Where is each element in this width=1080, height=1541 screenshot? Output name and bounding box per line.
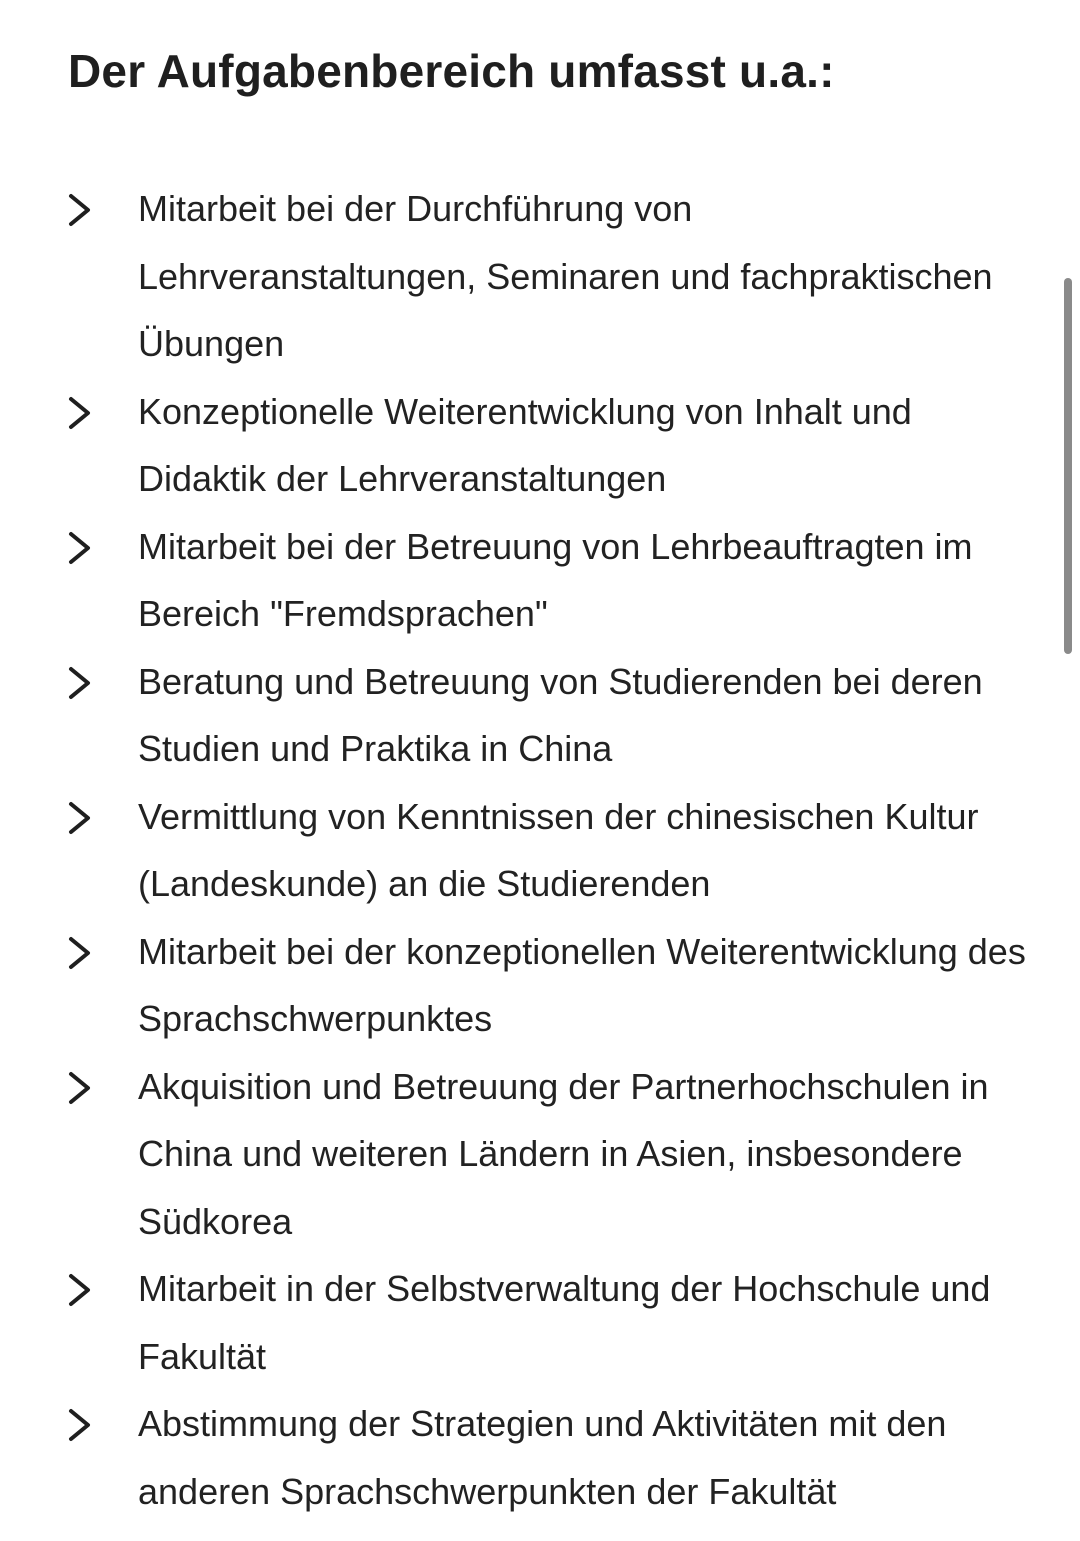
list-item bbox=[68, 378, 1028, 513]
chevron-right-icon bbox=[68, 936, 92, 970]
chevron-right-icon bbox=[68, 396, 92, 430]
list-item bbox=[68, 648, 1028, 783]
scrollbar-thumb[interactable] bbox=[1064, 278, 1072, 654]
section-heading: Der Aufgabenbereich umfasst u.a.: bbox=[68, 45, 835, 97]
list-item bbox=[68, 1255, 1028, 1390]
list-item bbox=[68, 175, 1028, 378]
task-list bbox=[68, 175, 1028, 1525]
chevron-right-icon bbox=[68, 531, 92, 565]
list-item bbox=[68, 513, 1028, 648]
list-item-text: Mitarbeit bei der Durchführung von Lehrveranstaltungen, Seminaren und fachpraktischen Übungen bbox=[138, 188, 993, 364]
chevron-right-icon bbox=[68, 801, 92, 835]
list-item bbox=[68, 783, 1028, 918]
list-item-text: Beratung und Betreuung von Studierenden bei deren Studien und Praktika in China bbox=[138, 660, 983, 769]
list-item-text: Vermittlung von Kenntnissen der chinesischen Kultur (Landeskunde) an die Studierenden bbox=[138, 795, 979, 904]
chevron-right-icon bbox=[68, 1408, 92, 1442]
list-item bbox=[68, 1053, 1028, 1256]
list-item-text: Mitarbeit bei der konzeptionellen Weiterentwicklung des Sprachschwerpunktes bbox=[138, 930, 1026, 1039]
list-item-text: Mitarbeit bei der Betreuung von Lehrbeauftragten im Bereich "Fremdsprachen" bbox=[138, 525, 973, 634]
list-item-text: Mitarbeit in der Selbstverwaltung der Hochschule und Fakultät bbox=[138, 1268, 991, 1377]
list-item bbox=[68, 918, 1028, 1053]
chevron-right-icon bbox=[68, 1071, 92, 1105]
list-item-text: Akquisition und Betreuung der Partnerhochschulen in China und weiteren Ländern in Asien, insbesondere Südkorea bbox=[138, 1065, 989, 1242]
list-item bbox=[68, 1390, 1028, 1525]
task-section bbox=[68, 36, 1028, 1512]
chevron-right-icon bbox=[68, 1273, 92, 1307]
list-item-text: Abstimmung der Strategien und Aktivitäten mit den anderen Sprachschwerpunkten der Fakultät bbox=[138, 1403, 947, 1512]
list-item-text: Konzeptionelle Weiterentwicklung von Inhalt und Didaktik der Lehrveranstaltungen bbox=[138, 390, 912, 499]
chevron-right-icon bbox=[68, 666, 92, 700]
chevron-right-icon bbox=[68, 193, 92, 227]
